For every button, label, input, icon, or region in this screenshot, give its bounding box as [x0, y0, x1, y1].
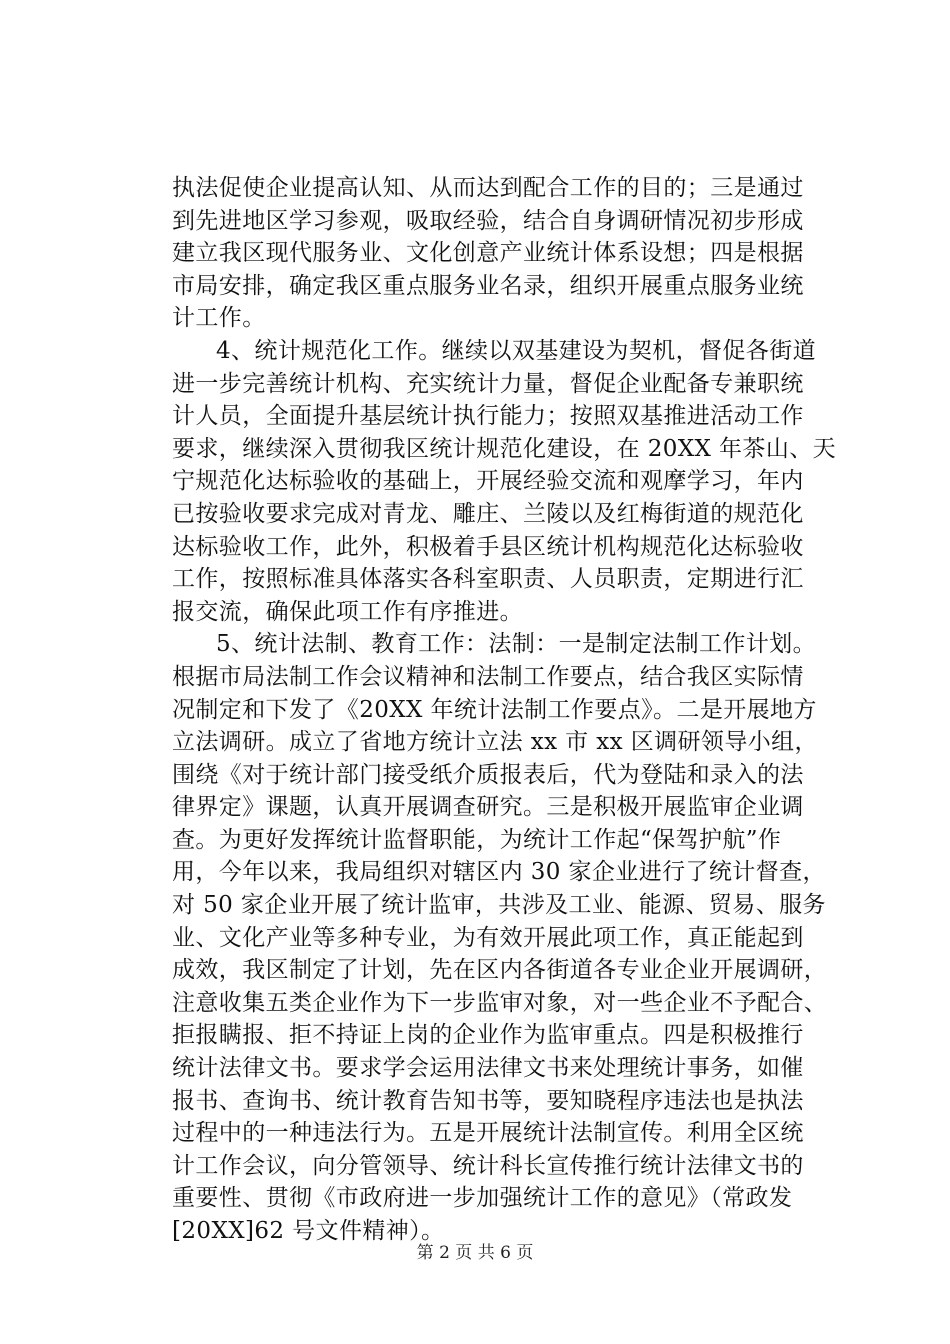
paragraph-start-line: 4、统计规范化工作。继续以双基建设为契机，督促各街道	[216, 337, 817, 364]
text-line: 要求，继续深入贯彻我区统计规范化建设，在 20XX 年茶山、天	[172, 435, 837, 462]
text-line: 报书、查询书、统计教育告知书等，要知晓程序违法也是执法	[172, 1087, 804, 1114]
text-line: 计工作。	[172, 305, 266, 332]
text-line: [20XX]62 号文件精神）。	[172, 1218, 445, 1244]
text-line: 过程中的一种违法行为。五是开展统计法制宣传。利用全区统	[172, 1120, 804, 1147]
paragraph-start-line: 5、统计法制、教育工作：法制：一是制定法制工作计划。	[216, 631, 817, 658]
text-line: 建立我区现代服务业、文化创意产业统计体系设想；四是根据	[172, 240, 804, 267]
text-line: 围绕《对于统计部门接受纸介质报表后，代为登陆和录入的法	[172, 761, 804, 788]
text-line: 工作，按照标准具体落实各科室职责、人员职责，定期进行汇	[172, 566, 804, 593]
text-line: 市局安排，确定我区重点服务业名录，组织开展重点服务业统	[172, 272, 804, 299]
text-line: 统计法律文书。要求学会运用法律文书来处理统计事务，如催	[172, 1055, 804, 1082]
text-line: 根据市局法制工作会议精神和法制工作要点，结合我区实际情	[172, 663, 804, 690]
text-line: 注意收集五类企业作为下一步监审对象，对一些企业不予配合、	[172, 989, 828, 1016]
text-line: 立法调研。成立了省地方统计立法 xx 市 xx 区调研领导小组，	[172, 729, 818, 756]
page-number-footer: 第 2 页 共 6 页	[416, 1243, 534, 1263]
text-line: 律界定》课题，认真开展调查研究。三是积极开展监审企业调	[172, 794, 804, 821]
text-line: 报交流，确保此项工作有序推进。	[172, 598, 523, 625]
text-line: 查。为更好发挥统计监督职能，为统计工作起“保驾护航”作	[172, 826, 782, 853]
text-line: 业、文化产业等多种专业，为有效开展此项工作，真正能起到	[172, 924, 804, 951]
text-line: 宁规范化达标验收的基础上，开展经验交流和观摩学习，年内	[172, 468, 804, 495]
text-line: 到先进地区学习参观，吸取经验，结合自身调研情况初步形成	[172, 207, 804, 234]
text-line: 成效，我区制定了计划，先在区内各街道各专业企业开展调研，	[172, 957, 828, 984]
text-line: 重要性、贯彻《市政府进一步加强统计工作的意见》（常政发	[172, 1185, 793, 1212]
text-line: 达标验收工作，此外，积极着手县区统计机构规范化达标验收	[172, 533, 804, 560]
text-line: 拒报瞒报、拒不持证上岗的企业作为监审重点。四是积极推行	[172, 1022, 804, 1049]
text-line: 用，今年以来，我局组织对辖区内 30 家企业进行了统计督查，	[172, 859, 826, 886]
text-line: 况制定和下发了《20XX 年统计法制工作要点》。二是开展地方	[172, 696, 817, 723]
text-line: 执法促使企业提高认知、从而达到配合工作的目的；三是通过	[172, 175, 804, 201]
body-text	[172, 172, 852, 1248]
text-line: 已按验收要求完成对青龙、雕庄、兰陵以及红梅街道的规范化	[172, 500, 804, 527]
text-line: 进一步完善统计机构、充实统计力量，督促企业配备专兼职统	[172, 370, 804, 397]
text-line: 计人员，全面提升基层统计执行能力；按照双基推进活动工作	[172, 403, 804, 430]
text-line: 计工作会议，向分管领导、统计科长宣传推行统计法律文书的	[172, 1152, 804, 1179]
text-line: 对 50 家企业开展了统计监审，共涉及工业、能源、贸易、服务	[172, 892, 826, 919]
